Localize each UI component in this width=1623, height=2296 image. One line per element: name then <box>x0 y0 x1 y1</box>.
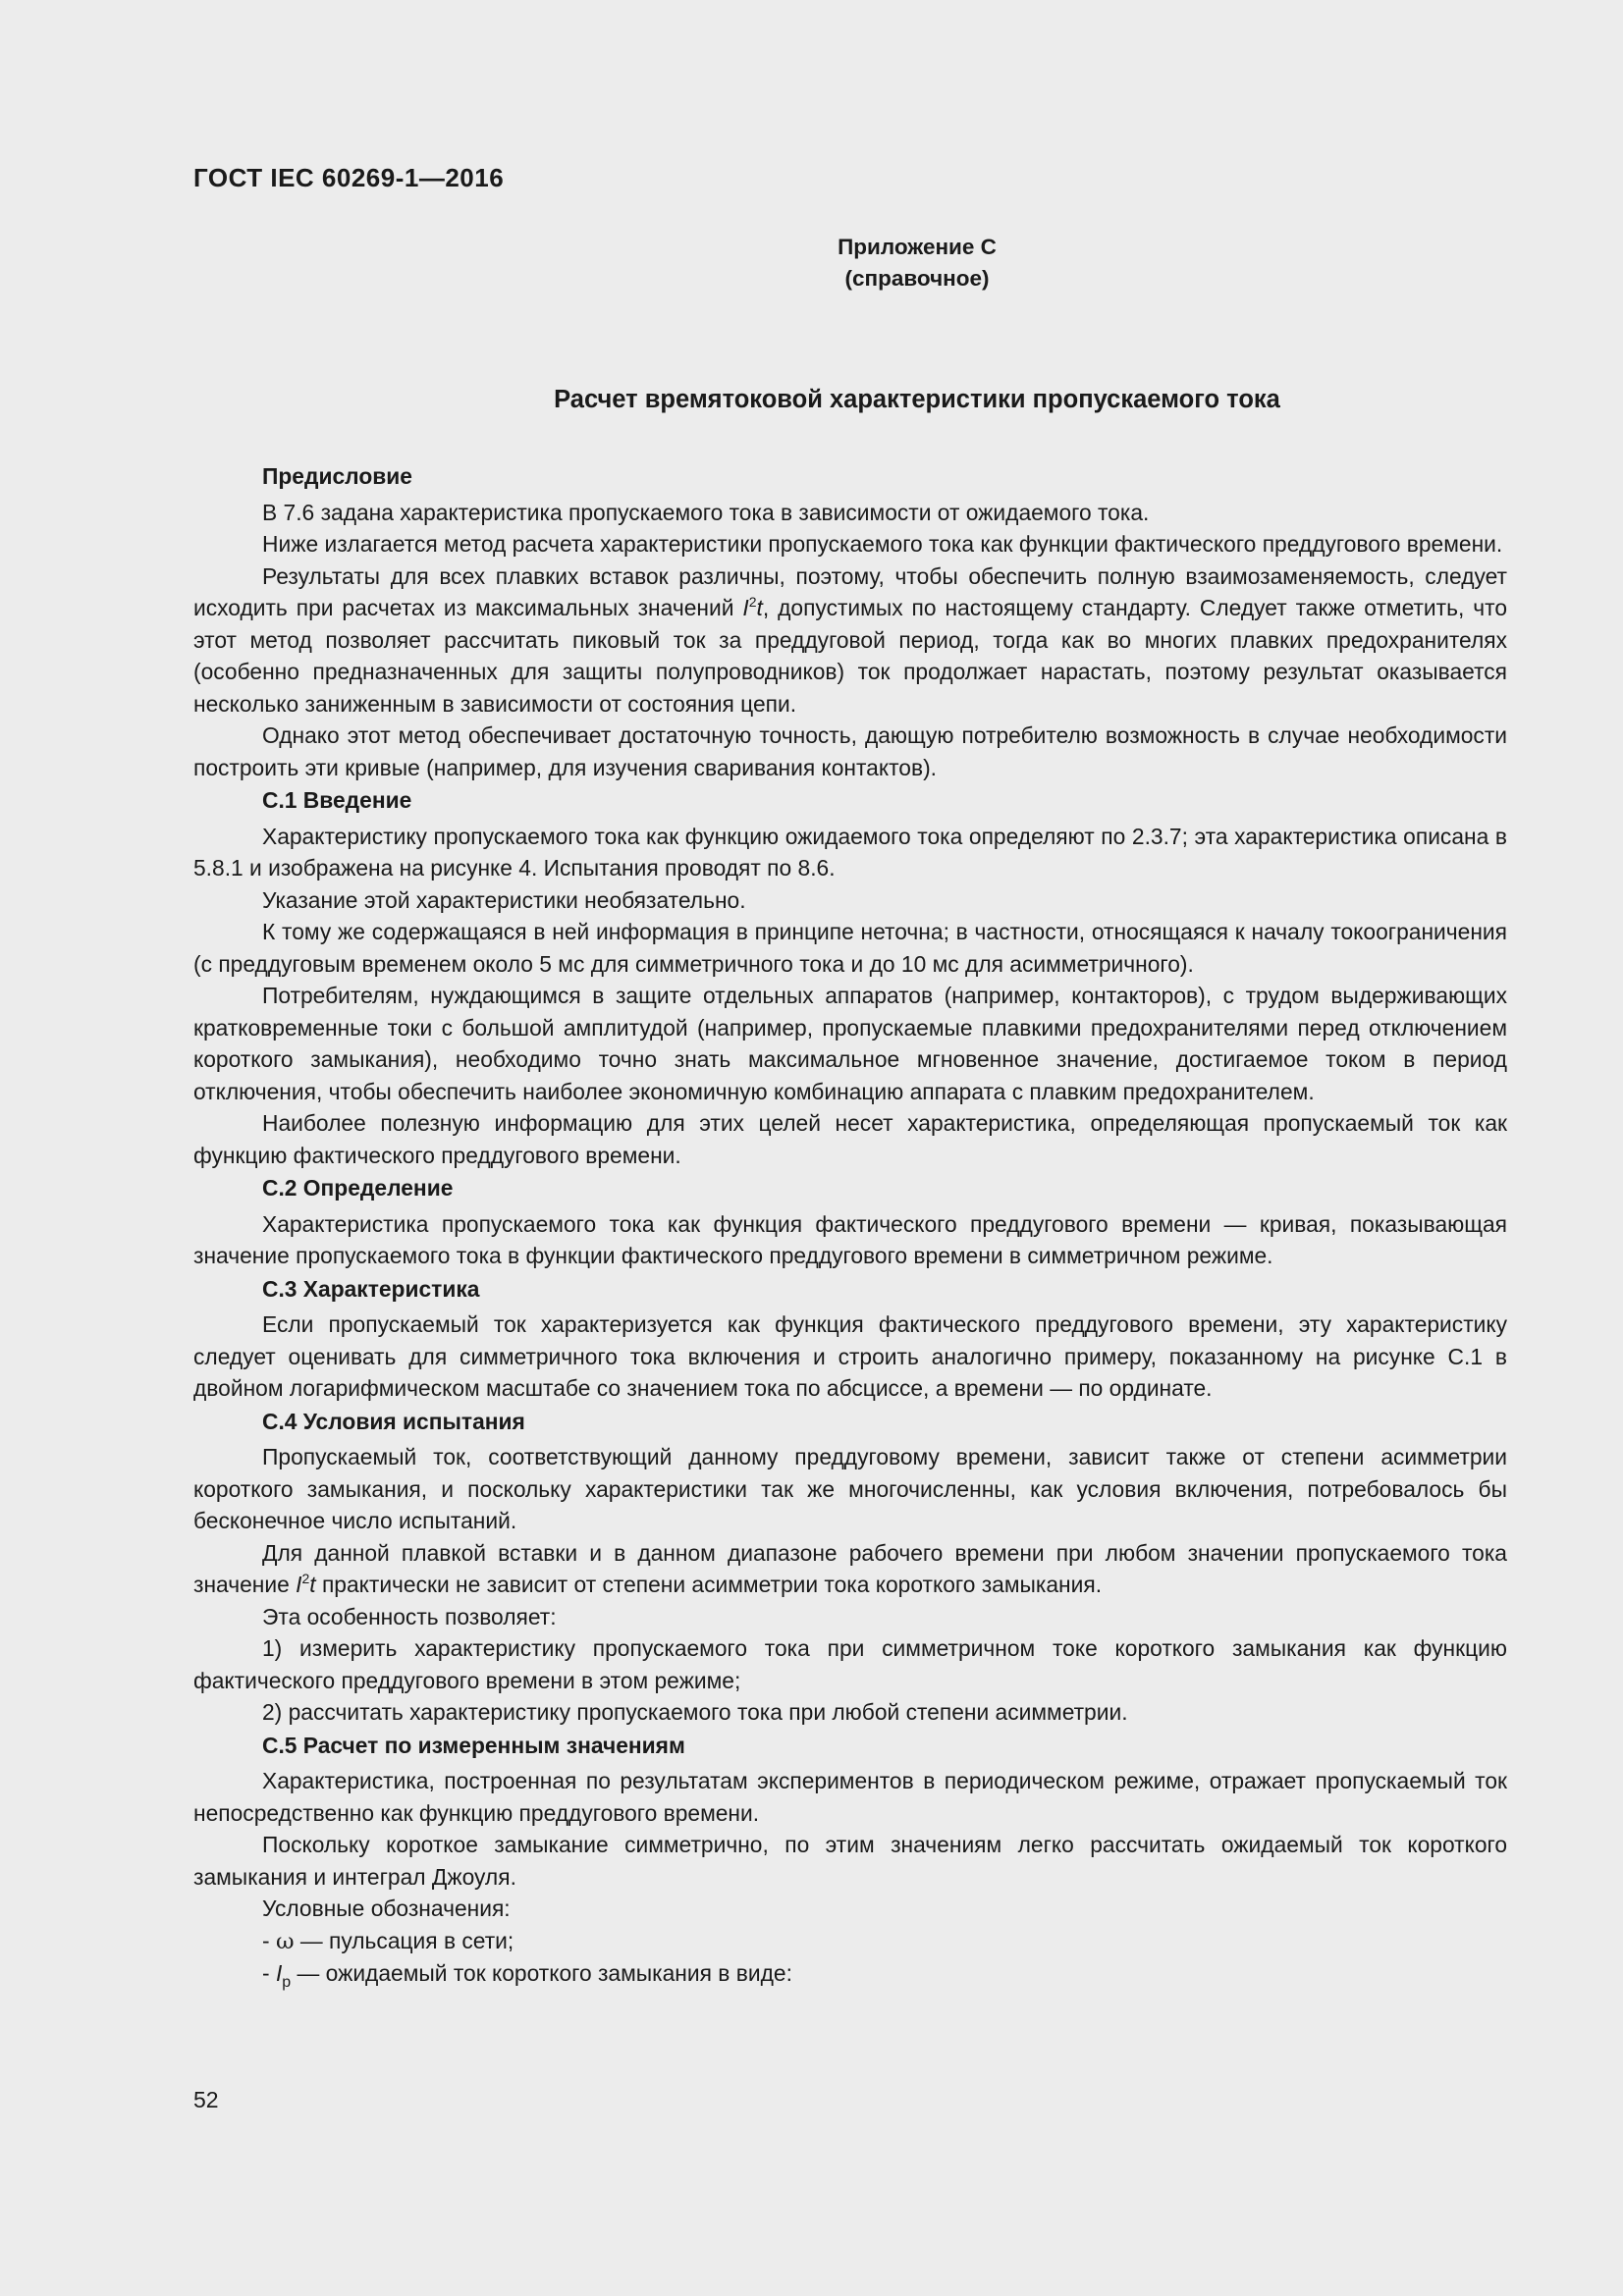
symbol-item-omega: - ω — пульсация в сети; <box>262 1927 514 1954</box>
foreword-heading: Предисловие <box>262 463 412 489</box>
section-c1-paragraph-1: Характеристику пропускаемого тока как функцию ожидаемого тока определяют по 2.3.7; эта характеристика описана в 5.8.1 и изображена на рисунке 4. Испытания проводят по 8.6. <box>193 823 1507 881</box>
section-c5-heading: C.5 Расчет по измеренным значениям <box>262 1732 685 1758</box>
section-c4-paragraph-1: Пропускаемый ток, соответствующий данному преддуговому времени, зависит также от степени асимметрии короткого замыкания, и поскольку характеристики так же многочисленны, как условия включения, потребовалось бы бесконечное число испытаний. <box>193 1444 1507 1533</box>
section-c3-paragraph-1: Если пропускаемый ток характеризуется как функция фактического преддугового времени, эту характеристику следует оценивать для симметричного тока включения и строить аналогично примеру, показанному на рисунке C.1 в двойном логарифмическом масштабе со значением тока по абсциссе, а времени — по ординате. <box>193 1311 1507 1401</box>
annex-heading <box>0 232 1623 294</box>
foreword-paragraph-4: Однако этот метод обеспечивает достаточную точность, дающую потребителю возможность в случае необходимости построить эти кривые (например, для изучения сваривания контактов). <box>193 722 1507 780</box>
section-c4-heading: C.4 Условия испытания <box>262 1408 525 1434</box>
foreword-paragraph-1: В 7.6 задана характеристика пропускаемого тока в зависимости от ожидаемого тока. <box>262 499 1150 525</box>
page-number: 52 <box>193 2087 219 2112</box>
section-c5-paragraph-2: Поскольку короткое замыкание симметрично, по этим значениям легко рассчитать ожидаемый ток короткого замыкания и интеграл Джоуля. <box>193 1832 1507 1890</box>
foreword-paragraph-3: Результаты для всех плавких вставок различны, поэтому, чтобы обеспечить полную взаимозаменяемость, следует исходить при расчетах из максимальных значений $I^2t$, допустимых по настоящему стандарту. Следует также отметить, что этот метод позволяет рассчитать пиковый ток за преддуговой период, тогда как во многих плавких предохранителях (особенно предназначенных для защиты полупроводников) ток продолжает нарастать, поэтому результат оказывается несколько заниженным в зависимости от состояния цепи. <box>193 562 1507 717</box>
symbol-item-ip: - $I_p$ — ожидаемый ток короткого замыкания в виде: <box>262 1960 792 1991</box>
foreword-paragraph-2: Ниже излагается метод расчета характеристики пропускаемого тока как функции фактического преддугового времени. <box>262 531 1503 557</box>
section-c5-paragraph-1: Характеристика, построенная по результатам экспериментов в периодическом режиме, отражает пропускаемый ток непосредственно как функцию преддугового времени. <box>193 1768 1507 1826</box>
section-c5-paragraph-3: Условные обозначения: <box>262 1896 511 1921</box>
section-c2-paragraph-1: Характеристика пропускаемого тока как функция фактического преддугового времени — кривая, показывающая значение пропускаемого тока в функции фактического преддугового времени в симметричном режиме. <box>193 1210 1507 1268</box>
section-c4-paragraph-3: Эта особенность позволяет: <box>262 1603 557 1629</box>
annex-title: Расчет времятоковой характеристики пропускаемого тока <box>554 386 1280 413</box>
section-c1-paragraph-3: К тому же содержащаяся в ней информация в принципе неточна; в частности, относящаяся к началу токоограничения (с преддуговым временем около 5 мс для симметричного тока и до 10 мс для асимметричного). <box>193 919 1507 977</box>
section-c1-paragraph-2: Указание этой характеристики необязательно. <box>262 886 746 913</box>
annex-label: Приложение C <box>838 235 997 259</box>
section-c1-heading: C.1 Введение <box>262 787 412 813</box>
section-c1-paragraph-5: Наиболее полезную информацию для этих целей несет характеристика, определяющая пропускаемый ток как функцию фактического преддугового времени. <box>193 1110 1507 1168</box>
document-body <box>193 459 1507 1990</box>
section-c4-list-item-2: 2) рассчитать характеристику пропускаемого тока при любой степени асимметрии. <box>262 1699 1128 1725</box>
document-code-header: ГОСТ IEC 60269-1—2016 <box>193 163 505 192</box>
section-c4-list-item-1: 1) измерить характеристику пропускаемого тока при симметричном токе короткого замыкания как функцию фактического преддугового времени в этом режиме; <box>193 1635 1507 1693</box>
section-c1-paragraph-4: Потребителям, нуждающимся в защите отдельных аппаратов (например, контакторов), с трудом выдерживающих кратковременные токи с большой амплитудой (например, пропускаемые плавкими предохранителями перед отключением короткого замыкания), необходимо точно знать максимальное мгновенное значение, достигаемое током в период отключения, чтобы обеспечить наиболее экономичную комбинацию аппарата с плавким предохранителем. <box>193 983 1507 1104</box>
section-c2-heading: C.2 Определение <box>262 1175 454 1201</box>
section-c3-heading: C.3 Характеристика <box>262 1275 480 1302</box>
annex-type: (справочное) <box>844 266 990 291</box>
section-c4-paragraph-2: Для данной плавкой вставки и в данном диапазоне рабочего времени при любом значении пропускаемого тока значение $I^2t$ практически не зависит от степени асимметрии тока короткого замыкания. <box>193 1539 1507 1597</box>
